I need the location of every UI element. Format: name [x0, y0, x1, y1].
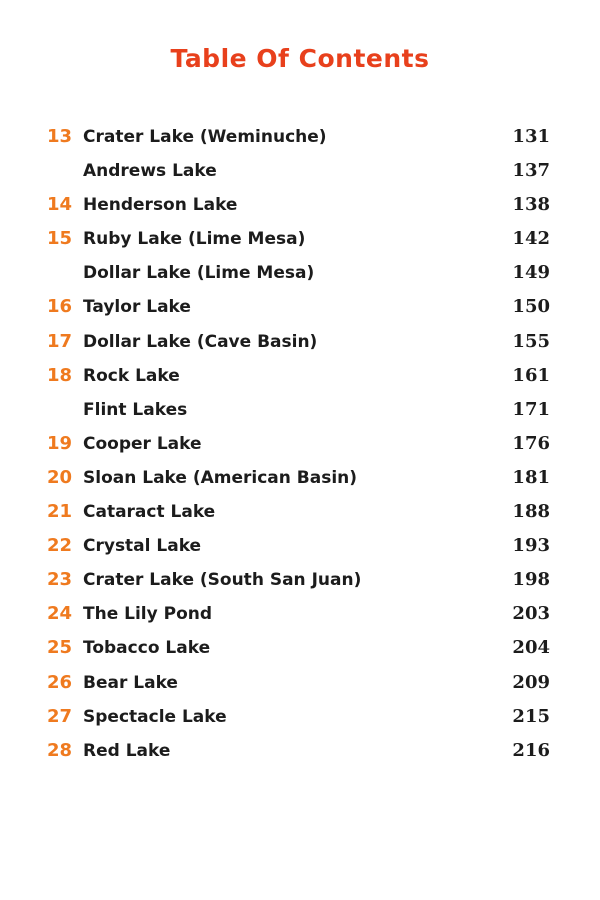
page-number: 209 — [512, 671, 550, 693]
chapter-number: 26 — [47, 671, 73, 693]
page-number: 171 — [512, 398, 550, 420]
toc-entry[interactable] — [0, 495, 600, 529]
toc-entry[interactable] — [0, 222, 600, 256]
chapter-number: 13 — [47, 126, 73, 147]
chapter-number: 20 — [47, 466, 73, 488]
toc-entry[interactable] — [0, 631, 600, 665]
page-number: 216 — [512, 739, 550, 761]
chapter-number: 14 — [47, 194, 73, 216]
toc-entry[interactable] — [0, 700, 600, 734]
chapter-number: 15 — [47, 228, 73, 250]
page-number: 203 — [512, 603, 550, 625]
chapter-title: Tobacco Lake — [83, 638, 211, 659]
page-number: 181 — [512, 466, 550, 488]
chapter-number: 18 — [47, 364, 73, 386]
chapter-number: 19 — [47, 432, 73, 454]
chapter-number: 16 — [47, 296, 73, 318]
page-number: 188 — [512, 501, 550, 523]
page-number: 193 — [512, 535, 550, 557]
chapter-title: The Lily Pond — [83, 604, 213, 625]
chapter-title: Ruby Lake (Lime Mesa) — [83, 229, 306, 250]
chapter-number: 17 — [47, 330, 73, 352]
chapter-title: Bear Lake — [83, 672, 178, 693]
page-number: 215 — [512, 705, 550, 727]
toc-entry[interactable] — [0, 666, 600, 700]
toc-entry[interactable] — [0, 427, 600, 461]
page-title: Table Of Contents — [170, 44, 430, 73]
chapter-title: Red Lake — [83, 740, 171, 761]
chapter-title: Cooper Lake — [83, 433, 202, 454]
page-number: 204 — [512, 637, 550, 659]
chapter-number: 25 — [47, 637, 73, 659]
chapter-number: 21 — [47, 501, 73, 523]
chapter-number: 24 — [47, 603, 73, 625]
chapter-title: Taylor Lake — [83, 297, 191, 318]
toc-entry[interactable] — [0, 154, 600, 188]
toc-entry[interactable] — [0, 256, 600, 290]
page-number: 137 — [512, 160, 550, 182]
toc-entry[interactable] — [0, 734, 600, 768]
page-number: 131 — [512, 126, 550, 147]
chapter-title: Andrews Lake — [83, 161, 217, 182]
toc-entry[interactable] — [0, 529, 600, 563]
chapter-number: 23 — [47, 569, 73, 591]
toc-entry[interactable] — [0, 290, 600, 324]
chapter-number: 28 — [47, 739, 73, 761]
toc-entry[interactable] — [0, 597, 600, 631]
toc-entry[interactable] — [0, 393, 600, 427]
toc-entry[interactable] — [0, 120, 600, 154]
page-number: 150 — [512, 296, 550, 318]
page-number: 176 — [512, 432, 550, 454]
toc-list — [0, 120, 600, 768]
chapter-title: Dollar Lake (Cave Basin) — [83, 331, 318, 352]
chapter-title: Crater Lake (South San Juan) — [83, 570, 362, 591]
chapter-title: Crater Lake (Weminuche) — [83, 127, 327, 147]
page-number: 149 — [512, 262, 550, 284]
chapter-title: Spectacle Lake — [83, 706, 227, 727]
page-number: 138 — [512, 194, 550, 216]
chapter-number: 27 — [47, 705, 73, 727]
toc-entry[interactable] — [0, 325, 600, 359]
chapter-title: Cataract Lake — [83, 502, 216, 523]
toc-entry[interactable] — [0, 359, 600, 393]
chapter-title: Crystal Lake — [83, 536, 202, 557]
toc-entry[interactable] — [0, 188, 600, 222]
toc-entry[interactable] — [0, 563, 600, 597]
chapter-number: 22 — [47, 535, 73, 557]
page-number: 161 — [512, 364, 550, 386]
chapter-title: Sloan Lake (American Basin) — [83, 467, 358, 488]
chapter-title: Dollar Lake (Lime Mesa) — [83, 263, 315, 284]
chapter-title: Rock Lake — [83, 365, 180, 386]
page-number: 142 — [512, 228, 550, 250]
chapter-title: Flint Lakes — [83, 399, 188, 420]
page-number: 198 — [512, 569, 550, 591]
toc-entry[interactable] — [0, 461, 600, 495]
page-number: 155 — [512, 330, 550, 352]
chapter-title: Henderson Lake — [83, 195, 238, 216]
